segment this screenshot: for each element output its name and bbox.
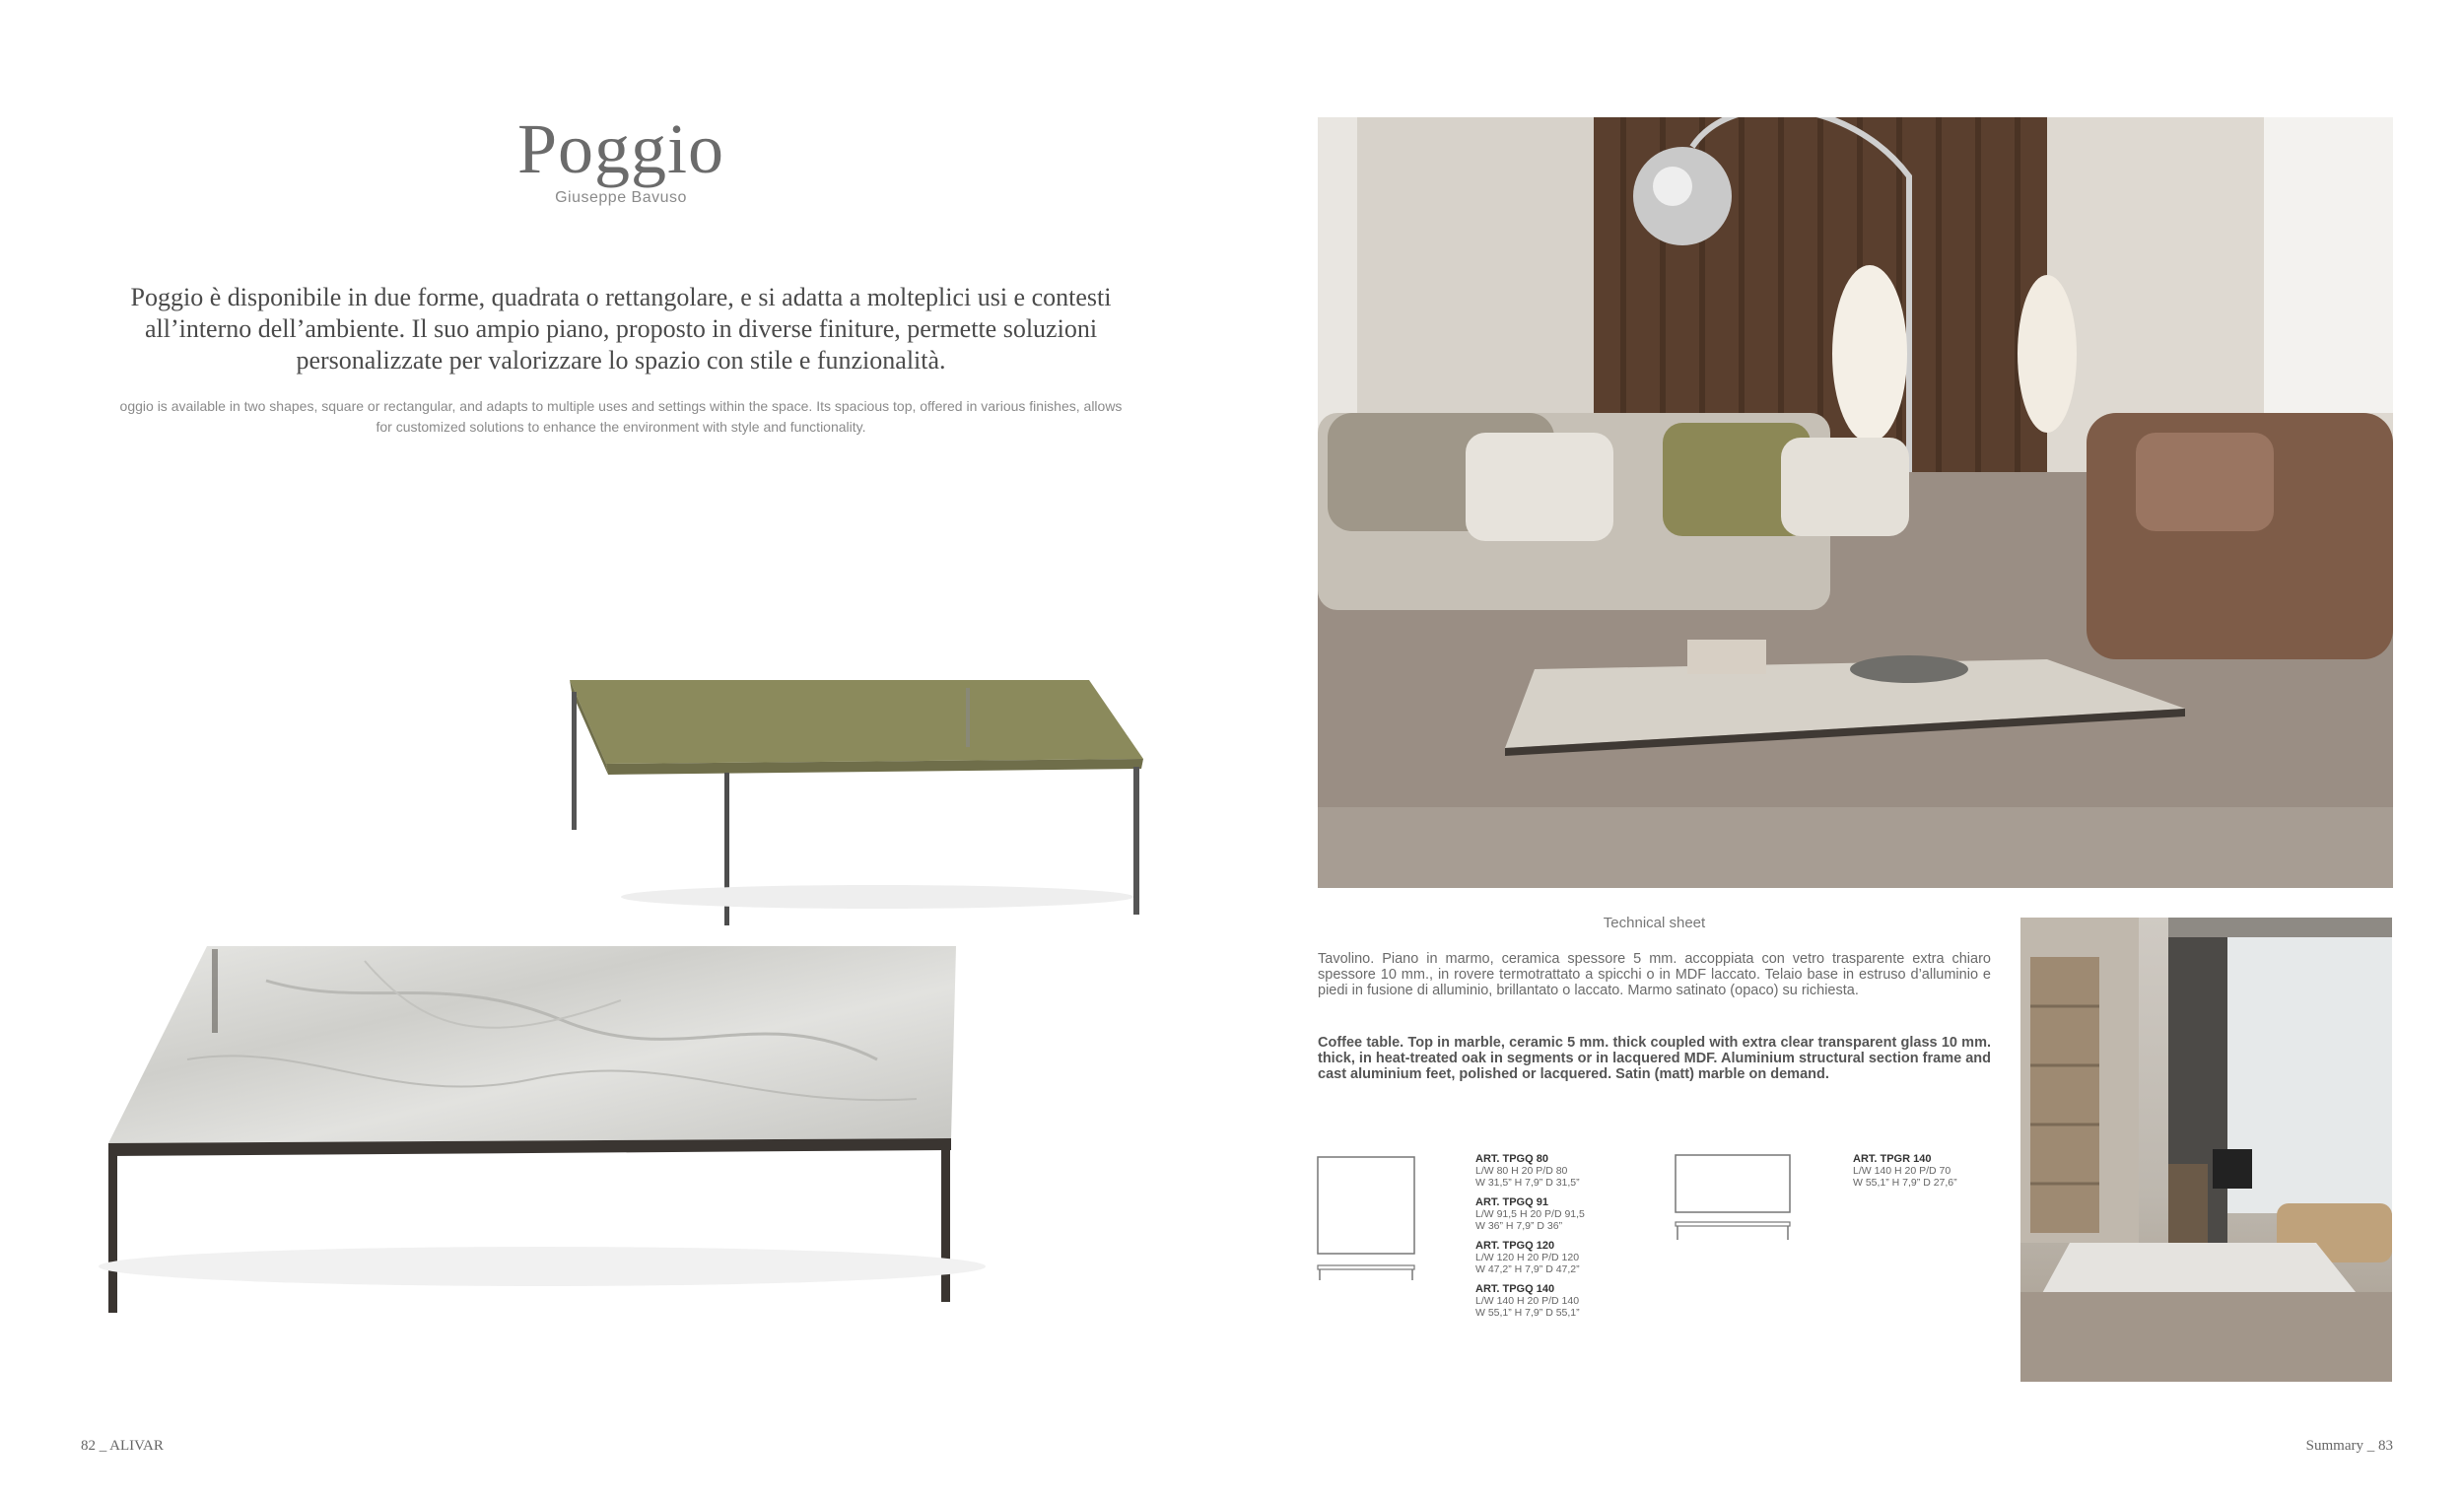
article-imperial: W 55,1” H 7,9” D 55,1” (1475, 1307, 1580, 1319)
marble-table-image (69, 941, 1035, 1326)
fireplace-room-photo (2020, 918, 2392, 1382)
article-item (1475, 1196, 1585, 1232)
article-code: ART. TPGQ 80 (1475, 1153, 1548, 1165)
designer-name: Giuseppe Bavuso (555, 189, 687, 206)
rect-table-diagram (1674, 1153, 1794, 1244)
square-table-diagram (1316, 1155, 1418, 1283)
footer-page-right: Summary _ 83 (2305, 1438, 2393, 1454)
article-imperial: W 47,2” H 7,9” D 47,2” (1475, 1263, 1580, 1275)
article-metric: L/W 140 H 20 P/D 140 (1475, 1295, 1580, 1307)
article-imperial: W 31,5” H 7,9” D 31,5” (1475, 1177, 1580, 1189)
technical-italian: Tavolino. Piano in marmo, ceramica spessore 5 mm. accoppiata con vetro trasparente extra chiaro spessore 10 mm., in rovere termotrattato a spicchi o in MDF laccato. Telaio base in estruso d’alluminio e piedi in fusione di alluminio, brillantato o laccato. Marmo satinato (opaco) su richiesta. (1318, 951, 1991, 998)
article-metric: L/W 91,5 H 20 P/D 91,5 (1475, 1208, 1585, 1220)
article-metric: L/W 140 H 20 P/D 70 (1853, 1165, 1951, 1177)
article-metric: L/W 80 H 20 P/D 80 (1475, 1165, 1568, 1177)
article-code: ART. TPGQ 91 (1475, 1196, 1548, 1208)
technical-sheet-title: Technical sheet (1603, 915, 1706, 931)
living-room-photo (1318, 117, 2393, 888)
rect-articles-list (1853, 1153, 1957, 1196)
technical-english: Coffee table. Top in marble, ceramic 5 mm. thick coupled with extra clear transparent glass 10 mm. thick, in heat-treated oak in segments or in lacquered MDF. Aluminium structural section frame and cast aluminium feet, polished or lacquered. Satin (matt) marble on demand. (1318, 1035, 1991, 1082)
square-articles-list (1475, 1153, 1585, 1327)
footer-page-left: 82 _ ALIVAR (81, 1438, 164, 1454)
article-item (1475, 1283, 1585, 1319)
article-metric: L/W 120 H 20 P/D 120 (1475, 1252, 1580, 1263)
article-item (1475, 1240, 1585, 1275)
article-code: ART. TPGR 140 (1853, 1153, 1932, 1165)
english-description: oggio is available in two shapes, square or rectangular, and adapts to multiple uses and settings within the space. Its spacious top, offered in various finishes, allows for customized solutions to enhance the environment with style and functionality. (119, 398, 1123, 435)
article-imperial: W 55,1” H 7,9” D 27,6” (1853, 1177, 1957, 1189)
article-item (1475, 1153, 1585, 1189)
green-table-image (552, 670, 1163, 926)
page-title: Poggio (516, 109, 725, 188)
article-code: ART. TPGQ 140 (1475, 1283, 1555, 1295)
article-imperial: W 36” H 7,9” D 36” (1475, 1220, 1563, 1232)
article-code: ART. TPGQ 120 (1475, 1240, 1555, 1252)
article-item (1853, 1153, 1957, 1189)
italian-description: Poggio è disponibile in due forme, quadrata o rettangolare, e si adatta a molteplici usi e contesti all’interno dell’ambiente. Il suo ampio piano, proposto in diverse finiture, permette soluzioni personalizzate per valorizzare lo spazio con stile e funzionalità. (130, 283, 1112, 375)
